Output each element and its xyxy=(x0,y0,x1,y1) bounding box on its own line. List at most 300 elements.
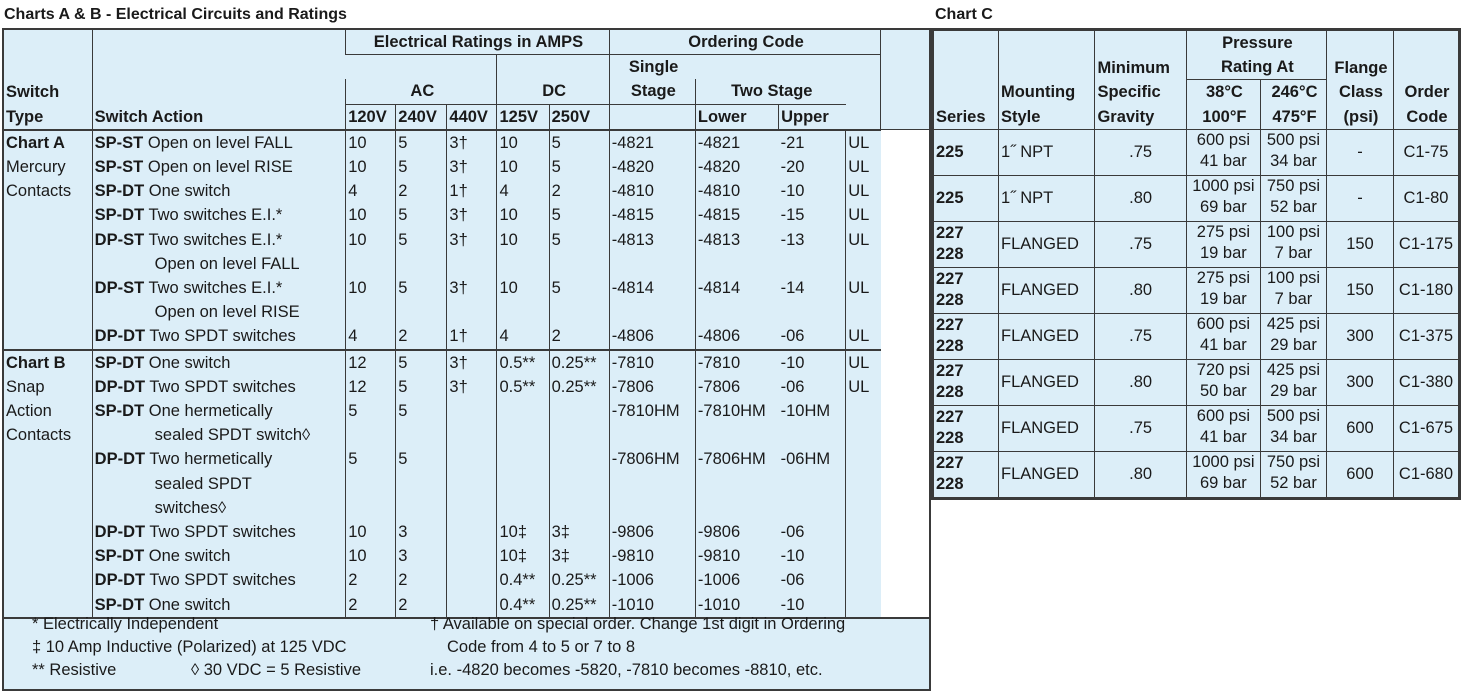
two-stage-lower-cell: -4820 xyxy=(695,155,778,179)
order-code-cell: C1-375 xyxy=(1393,313,1458,359)
mounting-cell: 1˝ NPT xyxy=(998,175,1094,221)
order-code-cell: C1-75 xyxy=(1393,129,1458,175)
series-line-2: 228 xyxy=(936,429,964,448)
table-row xyxy=(4,276,929,300)
single-stage-header-2: Stage xyxy=(609,79,695,104)
ac-440v-cell: 3† xyxy=(447,375,497,399)
listing-cell xyxy=(846,399,881,423)
temp-246-header xyxy=(1260,80,1326,129)
dc-250v-cell: 5 xyxy=(549,228,609,252)
p246-bar: 34 bar xyxy=(1270,427,1317,446)
p246-bar: 52 bar xyxy=(1270,473,1317,492)
dc-125v-cell xyxy=(497,300,549,324)
circuit-label: SP-ST xyxy=(94,158,144,177)
series-cell xyxy=(934,313,999,359)
two-stage-upper-cell: -06HM xyxy=(779,447,846,471)
circuit-label: SP-DT xyxy=(94,182,145,201)
listing-cell: UL xyxy=(846,276,881,300)
switch-action-cell xyxy=(92,252,346,276)
dc-125v-cell: 0.5** xyxy=(497,375,549,399)
action-text: One switch xyxy=(148,182,231,201)
ac-240v-cell: 5 xyxy=(396,399,447,423)
p246-psi: 750 psi xyxy=(1266,176,1321,195)
mounting-cell: FLANGED xyxy=(998,405,1094,451)
dc-125v-cell: 4 xyxy=(497,179,549,203)
t38-header-1: 38°C xyxy=(1205,83,1243,102)
table-row xyxy=(4,423,929,447)
ac-240v-cell: 5 xyxy=(396,228,447,252)
ac-440v-cell: 3† xyxy=(447,130,497,155)
chart-c-table xyxy=(933,30,1459,498)
two-stage-upper-cell: -13 xyxy=(779,228,846,252)
dc-250v-cell xyxy=(549,423,609,447)
v125-header: 125V xyxy=(497,104,549,130)
circuit-label: DP-DT xyxy=(94,571,146,590)
ac-440v-cell xyxy=(447,544,497,568)
p38-bar: 19 bar xyxy=(1200,243,1247,262)
single-stage-cell: -7806HM xyxy=(609,447,695,471)
ac-440v-cell xyxy=(447,568,497,592)
ac-240v-cell: 5 xyxy=(396,375,447,399)
switch-type-header-1: Switch xyxy=(4,79,92,104)
table-row xyxy=(934,267,1459,313)
table-row xyxy=(4,399,929,423)
dc-125v-cell: 0.4** xyxy=(497,593,549,618)
flange-cell: 300 xyxy=(1326,313,1393,359)
flange-cell: - xyxy=(1326,175,1393,221)
t246-header-2: 475°F xyxy=(1272,107,1317,126)
series-line-1: 227 xyxy=(936,362,964,381)
ac-120v-cell: 10 xyxy=(346,544,396,568)
single-stage-cell: -7810 xyxy=(609,350,695,375)
action-text: Open on level FALL xyxy=(154,254,300,273)
table-row xyxy=(4,300,929,324)
table-row xyxy=(4,496,929,520)
switch-type-cell: Snap xyxy=(4,375,92,399)
series-line-1: 227 xyxy=(936,408,964,427)
temp-38-header xyxy=(1186,80,1260,129)
table-row xyxy=(934,175,1459,221)
p38-bar: 69 bar xyxy=(1200,197,1247,216)
action-text: Two hermetically xyxy=(149,450,273,469)
switch-type-cell xyxy=(4,228,92,252)
two-stage-lower-cell: -7806HM xyxy=(695,447,778,471)
listing-cell xyxy=(846,568,881,592)
p38-cell xyxy=(1186,405,1260,451)
listing-cell: UL xyxy=(846,179,881,203)
p246-cell xyxy=(1260,313,1326,359)
switch-action-cell xyxy=(92,375,346,399)
footnote-special-1: † Available on special order. Change 1st digit in Ordering xyxy=(430,615,846,633)
switch-type-cell xyxy=(4,472,92,496)
action-text: Open on level RISE xyxy=(147,158,293,177)
dc-250v-cell: 0.25** xyxy=(549,375,609,399)
ac-440v-cell: 3† xyxy=(447,350,497,375)
chart-ab-table xyxy=(4,30,929,689)
single-stage-cell: -4821 xyxy=(609,130,695,155)
p38-psi: 600 psi xyxy=(1196,314,1251,333)
two-stage-upper-cell: -10 xyxy=(779,350,846,375)
dc-125v-cell: 0.5** xyxy=(497,350,549,375)
v250-header: 250V xyxy=(549,104,609,130)
flange-cell: 600 xyxy=(1326,451,1393,497)
table-row xyxy=(4,155,929,179)
table-row xyxy=(4,568,929,592)
series-line-2: 228 xyxy=(936,337,964,356)
v240-header: 240V xyxy=(396,104,447,130)
action-text: One switch xyxy=(148,547,231,566)
dc-125v-cell xyxy=(497,252,549,276)
two-stage-upper-cell xyxy=(779,496,846,520)
v440-header: 440V xyxy=(447,104,497,130)
ac-440v-cell xyxy=(447,300,497,324)
switch-action-cell xyxy=(92,447,346,471)
ac-120v-cell: 10 xyxy=(346,276,396,300)
dc-250v-cell: 3‡ xyxy=(549,520,609,544)
p246-psi: 500 psi xyxy=(1266,130,1321,149)
circuit-label: DP-DT xyxy=(94,523,146,542)
ac-120v-cell: 10 xyxy=(346,228,396,252)
listing-cell: UL xyxy=(846,130,881,155)
two-stage-lower-cell: -9810 xyxy=(695,544,778,568)
dc-250v-cell: 2 xyxy=(549,324,609,349)
dc-125v-cell xyxy=(497,399,549,423)
ac-240v-cell xyxy=(396,496,447,520)
series-line-1: 225 xyxy=(936,188,964,207)
dc-125v-cell xyxy=(497,496,549,520)
ac-120v-cell xyxy=(346,300,396,324)
series-line-1: 225 xyxy=(936,142,964,161)
ac-440v-cell xyxy=(447,423,497,447)
ac-120v-cell: 12 xyxy=(346,375,396,399)
two-stage-lower-cell xyxy=(695,300,778,324)
chart-c-title: Chart C xyxy=(935,6,993,23)
p38-bar: 41 bar xyxy=(1200,335,1247,354)
two-stage-lower-cell: -1010 xyxy=(695,593,778,618)
series-line-1: 227 xyxy=(936,270,964,289)
ac-120v-cell: 5 xyxy=(346,447,396,471)
two-stage-upper-cell xyxy=(779,300,846,324)
two-stage-upper-cell: -10HM xyxy=(779,399,846,423)
flange-header-1: Flange xyxy=(1334,59,1388,78)
order-code-cell: C1-680 xyxy=(1393,451,1458,497)
dc-250v-cell: 0.25** xyxy=(549,350,609,375)
ac-header: AC xyxy=(346,79,497,104)
footnote-special-2: Code from 4 to 5 or 7 to 8 xyxy=(447,638,636,656)
p38-bar: 19 bar xyxy=(1200,289,1247,308)
action-text: One switch xyxy=(148,353,231,372)
two-stage-header: Two Stage xyxy=(695,79,845,104)
ac-240v-cell: 5 xyxy=(396,130,447,155)
listing-cell xyxy=(846,472,881,496)
ac-440v-cell xyxy=(447,520,497,544)
action-text: Two SPDT switches xyxy=(149,571,296,590)
switch-action-cell xyxy=(92,203,346,227)
action-text: Two SPDT switches xyxy=(149,377,296,396)
dc-250v-cell: 3‡ xyxy=(549,544,609,568)
two-stage-lower-cell: -7810HM xyxy=(695,399,778,423)
t38-header-2: 100°F xyxy=(1202,107,1247,126)
flange-header-2: Class xyxy=(1338,83,1383,102)
sg-cell: .75 xyxy=(1095,313,1186,359)
min-sg-header-3: Gravity xyxy=(1097,107,1155,126)
p246-bar: 29 bar xyxy=(1270,381,1317,400)
action-text: sealed SPDT xyxy=(154,474,252,493)
two-stage-lower-cell: -4813 xyxy=(695,228,778,252)
single-stage-cell: -4813 xyxy=(609,228,695,252)
ac-240v-cell xyxy=(396,423,447,447)
p38-bar: 69 bar xyxy=(1200,473,1247,492)
table-row xyxy=(4,520,929,544)
ac-240v-cell: 5 xyxy=(396,350,447,375)
dc-250v-cell xyxy=(549,399,609,423)
switch-type-cell xyxy=(4,203,92,227)
dc-125v-cell: 0.4** xyxy=(497,568,549,592)
two-stage-lower-cell xyxy=(695,496,778,520)
single-stage-cell: -4815 xyxy=(609,203,695,227)
p38-cell xyxy=(1186,267,1260,313)
mounting-cell: FLANGED xyxy=(998,267,1094,313)
pressure-header-1: Pressure xyxy=(1222,34,1293,52)
two-stage-lower-cell: -7810 xyxy=(695,350,778,375)
ac-240v-cell: 2 xyxy=(396,179,447,203)
p38-psi: 275 psi xyxy=(1196,268,1251,287)
switch-action-cell xyxy=(92,350,346,375)
single-stage-cell: -7806 xyxy=(609,375,695,399)
two-stage-upper-cell: -10 xyxy=(779,593,846,618)
ac-240v-cell: 5 xyxy=(396,276,447,300)
dc-250v-cell xyxy=(549,496,609,520)
flange-cell: 150 xyxy=(1326,267,1393,313)
two-stage-upper-cell: -06 xyxy=(779,520,846,544)
mounting-cell: FLANGED xyxy=(998,221,1094,267)
series-cell xyxy=(934,175,999,221)
p38-cell xyxy=(1186,451,1260,497)
switch-type-cell xyxy=(4,252,92,276)
p38-psi: 1000 psi xyxy=(1192,452,1255,471)
order-code-cell: C1-675 xyxy=(1393,405,1458,451)
flange-class-header xyxy=(1326,31,1393,130)
p246-psi: 425 psi xyxy=(1266,360,1321,379)
single-stage-cell: -4814 xyxy=(609,276,695,300)
p246-bar: 29 bar xyxy=(1270,335,1317,354)
p246-bar: 7 bar xyxy=(1274,289,1313,308)
ac-120v-cell xyxy=(346,252,396,276)
p246-cell xyxy=(1260,175,1326,221)
table-row xyxy=(4,228,929,252)
two-stage-upper-cell: -10 xyxy=(779,544,846,568)
action-text: Two SPDT switches xyxy=(149,523,296,542)
sg-cell: .75 xyxy=(1095,405,1186,451)
switch-type-header-2: Type xyxy=(4,104,92,130)
listing-cell: UL xyxy=(846,375,881,399)
series-cell xyxy=(934,451,999,497)
switch-type-cell: Chart B xyxy=(4,350,92,375)
sg-cell: .80 xyxy=(1095,267,1186,313)
switch-action-cell xyxy=(92,130,346,155)
ac-120v-cell xyxy=(346,472,396,496)
p246-cell xyxy=(1260,405,1326,451)
p246-psi: 425 psi xyxy=(1266,314,1321,333)
circuit-label: DP-DT xyxy=(94,327,146,346)
ac-120v-cell: 10 xyxy=(346,520,396,544)
series-line-2: 228 xyxy=(936,291,964,310)
series-line-1: 227 xyxy=(936,316,964,335)
two-stage-lower-cell: -9806 xyxy=(695,520,778,544)
min-sg-header xyxy=(1095,31,1186,130)
circuit-label: DP-DT xyxy=(94,377,146,396)
listing-cell: UL xyxy=(846,228,881,252)
two-stage-upper-cell: -10 xyxy=(779,179,846,203)
p38-cell xyxy=(1186,129,1260,175)
ac-440v-cell xyxy=(447,252,497,276)
min-sg-header-2: Specific xyxy=(1097,83,1161,102)
dc-250v-cell: 0.25** xyxy=(549,568,609,592)
switch-type-cell: Mercury xyxy=(4,155,92,179)
table-row xyxy=(934,313,1459,359)
ac-120v-cell xyxy=(346,423,396,447)
switch-type-cell: Chart A xyxy=(4,130,92,155)
ac-120v-cell: 12 xyxy=(346,350,396,375)
switch-type-cell xyxy=(4,324,92,349)
table-row xyxy=(934,129,1459,175)
series-cell xyxy=(934,221,999,267)
chart-ab-title: Charts A & B - Electrical Circuits and Ratings xyxy=(4,6,347,23)
p246-bar: 7 bar xyxy=(1274,243,1313,262)
switch-type-cell xyxy=(4,496,92,520)
dc-250v-cell xyxy=(549,300,609,324)
order-code-cell: C1-175 xyxy=(1393,221,1458,267)
table-row xyxy=(4,324,929,349)
action-text: Two switches E.I.* xyxy=(148,230,283,249)
switch-action-cell xyxy=(92,276,346,300)
switch-action-cell xyxy=(92,155,346,179)
action-text: Two switches E.I.* xyxy=(148,279,283,298)
ac-120v-cell: 2 xyxy=(346,593,396,618)
dc-125v-cell xyxy=(497,447,549,471)
listing-cell xyxy=(846,520,881,544)
table-row xyxy=(4,130,929,155)
table-row xyxy=(934,451,1459,497)
mounting-header-2: Style xyxy=(1000,107,1041,126)
switch-type-cell xyxy=(4,544,92,568)
ac-120v-cell: 10 xyxy=(346,130,396,155)
flange-cell: 600 xyxy=(1326,405,1393,451)
dc-125v-cell: 10‡ xyxy=(497,520,549,544)
action-text: One hermetically xyxy=(148,402,273,421)
ac-240v-cell: 3 xyxy=(396,544,447,568)
switch-action-cell xyxy=(92,399,346,423)
two-stage-lower-cell xyxy=(695,252,778,276)
switch-action-cell xyxy=(92,496,346,520)
circuit-label: DP-ST xyxy=(94,230,145,249)
p38-psi: 720 psi xyxy=(1196,360,1251,379)
sg-cell: .75 xyxy=(1095,221,1186,267)
series-cell xyxy=(934,405,999,451)
ac-240v-cell: 2 xyxy=(396,324,447,349)
dc-250v-cell xyxy=(549,447,609,471)
two-stage-lower-cell: -4815 xyxy=(695,203,778,227)
switch-action-cell xyxy=(92,179,346,203)
table-row xyxy=(4,203,929,227)
dc-125v-cell: 10 xyxy=(497,203,549,227)
ac-120v-cell: 4 xyxy=(346,324,396,349)
two-stage-upper-cell: -06 xyxy=(779,375,846,399)
listing-cell xyxy=(846,496,881,520)
ac-440v-cell: 3† xyxy=(447,228,497,252)
series-line-1: 227 xyxy=(936,224,964,243)
two-stage-upper-cell xyxy=(779,423,846,447)
mounting-cell: 1˝ NPT xyxy=(998,129,1094,175)
p246-psi: 100 psi xyxy=(1266,268,1321,287)
table-row xyxy=(4,252,929,276)
ac-120v-cell: 5 xyxy=(346,399,396,423)
circuit-label: DP-DT xyxy=(94,450,146,469)
ordering-code-header: Ordering Code xyxy=(609,30,881,55)
single-stage-cell: -1006 xyxy=(609,568,695,592)
flange-cell: 150 xyxy=(1326,221,1393,267)
action-text: Open on level FALL xyxy=(147,133,293,152)
p246-bar: 52 bar xyxy=(1270,197,1317,216)
p38-bar: 50 bar xyxy=(1200,381,1247,400)
two-stage-upper-cell: -06 xyxy=(779,568,846,592)
two-stage-upper-cell: -15 xyxy=(779,203,846,227)
p38-psi: 1000 psi xyxy=(1192,176,1255,195)
footnote-resistive: ** Resistive xyxy=(32,661,117,679)
series-cell xyxy=(934,267,999,313)
ac-440v-cell xyxy=(447,472,497,496)
ac-440v-cell: 1† xyxy=(447,324,497,349)
dc-250v-cell: 0.25** xyxy=(549,593,609,618)
circuit-label: SP-DT xyxy=(94,353,145,372)
sg-cell: .75 xyxy=(1095,129,1186,175)
switch-action-cell xyxy=(92,423,346,447)
table-row xyxy=(4,350,929,375)
dc-125v-cell: 4 xyxy=(497,324,549,349)
table-row xyxy=(4,179,929,203)
single-stage-cell: -9810 xyxy=(609,544,695,568)
footnote-special-3: i.e. -4820 becomes -5820, -7810 becomes -8810, etc. xyxy=(430,661,823,679)
switch-type-cell xyxy=(4,447,92,471)
series-line-2: 228 xyxy=(936,383,964,402)
circuit-label: SP-DT xyxy=(94,595,145,614)
chart-c-body xyxy=(934,129,1459,497)
listing-cell xyxy=(846,423,881,447)
dc-125v-cell xyxy=(497,472,549,496)
p38-cell xyxy=(1186,175,1260,221)
ac-440v-cell: 1† xyxy=(447,179,497,203)
order-code-cell: C1-380 xyxy=(1393,359,1458,405)
table-row xyxy=(934,405,1459,451)
p246-cell xyxy=(1260,129,1326,175)
listing-cell xyxy=(846,593,881,618)
flange-cell: - xyxy=(1326,129,1393,175)
switch-action-cell xyxy=(92,300,346,324)
single-stage-cell: -4806 xyxy=(609,324,695,349)
two-stage-lower-cell xyxy=(695,423,778,447)
switch-type-cell: Action xyxy=(4,399,92,423)
table-row xyxy=(934,221,1459,267)
ac-240v-cell: 2 xyxy=(396,593,447,618)
chart-ab-body xyxy=(4,130,929,689)
switch-action-cell xyxy=(92,568,346,592)
dc-125v-cell: 10 xyxy=(497,276,549,300)
listing-cell: UL xyxy=(846,203,881,227)
dc-125v-cell: 10‡ xyxy=(497,544,549,568)
single-stage-cell xyxy=(609,252,695,276)
footnote-inductive: ‡ 10 Amp Inductive (Polarized) at 125 VDC xyxy=(32,638,347,656)
dc-125v-cell: 10 xyxy=(497,155,549,179)
